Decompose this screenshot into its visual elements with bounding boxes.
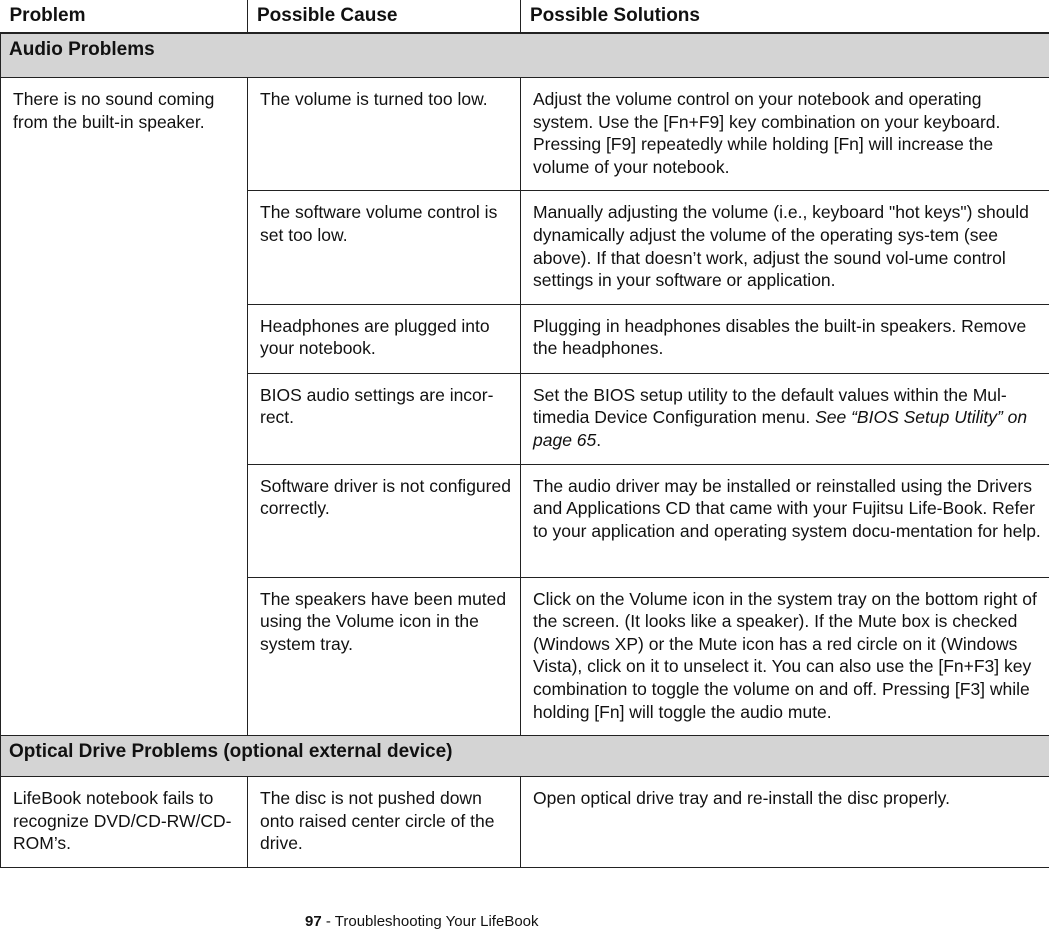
cause-cell: The volume is turned too low. <box>248 78 521 191</box>
section-heading-optical-drive <box>1 736 1049 777</box>
page-footer <box>305 913 539 930</box>
footer-title: Troubleshooting Your LifeBook <box>334 913 539 930</box>
solution-cell: The audio driver may be installed or reinstalled using the Drivers and Applications CD that came with your Fujitsu Life-Book. Refer to your application and operating system docu-mentation for help. <box>521 464 1049 577</box>
problem-cell: LifeBook notebook fails to recognize DVD/CD-RW/CD-ROM’s. <box>1 777 248 868</box>
solution-cell: Plugging in headphones disables the built-in speakers. Remove the headphones. <box>521 304 1049 373</box>
solution-cell: Manually adjusting the volume (i.e., keyboard "hot keys") should dynamically adjust the volume of the operating sys-tem (see above). If that doesn’t work, adjust the sound vol-ume control settings in your software or application. <box>521 191 1049 304</box>
section-title: Audio Problems <box>1 33 1049 78</box>
cross-reference-link[interactable]: See “BIOS Setup Utility” on page 65 <box>533 407 1028 450</box>
cause-cell: Headphones are plugged into your notebook. <box>248 304 521 373</box>
solution-cell: Open optical drive tray and re-install the disc properly. <box>521 777 1049 868</box>
cause-cell: BIOS audio settings are incor-rect. <box>248 373 521 464</box>
table-row <box>1 777 1049 868</box>
footer-separator: - <box>321 913 335 930</box>
cause-cell: The software volume control is set too low. <box>248 191 521 304</box>
section-heading-audio <box>1 33 1049 78</box>
solution-cell: Adjust the volume control on your notebook and operating system. Use the [Fn+F9] key combination on your keyboard. Pressing [F9] repeatedly while holding [Fn] will increase the volume of your notebook. <box>521 78 1049 191</box>
solution-cell <box>521 373 1049 464</box>
header-possible-cause: Possible Cause <box>248 0 521 33</box>
header-problem: Problem <box>1 0 248 33</box>
cause-cell: Software driver is not configured correctly. <box>248 464 521 577</box>
table-header-row <box>1 0 1049 33</box>
solution-text-end: . <box>596 429 602 450</box>
section-title: Optical Drive Problems (optional external device) <box>1 736 1049 777</box>
cause-cell: The speakers have been muted using the Volume icon in the system tray. <box>248 577 521 736</box>
solution-cell: Click on the Volume icon in the system tray on the bottom right of the screen. (It looks like a speaker). If the Mute box is checked (Windows XP) or the Mute icon has a red circle on it (Windows Vista), click on it to unselect it. You can also use the [Fn+F3] key combination to toggle the volume on and off. Pressing [F3] while holding [Fn] will toggle the audio mute. <box>521 577 1049 736</box>
cause-cell: The disc is not pushed down onto raised center circle of the drive. <box>248 777 521 868</box>
header-possible-solutions: Possible Solutions <box>521 0 1049 33</box>
table-row <box>1 78 1049 191</box>
page-number: 97 <box>305 913 322 930</box>
solution-text: Set the BIOS setup utility to the default values within the Mul-timedia Device Configuration menu. <box>533 384 1007 428</box>
problem-cell: There is no sound coming from the built-in speaker. <box>1 78 248 736</box>
